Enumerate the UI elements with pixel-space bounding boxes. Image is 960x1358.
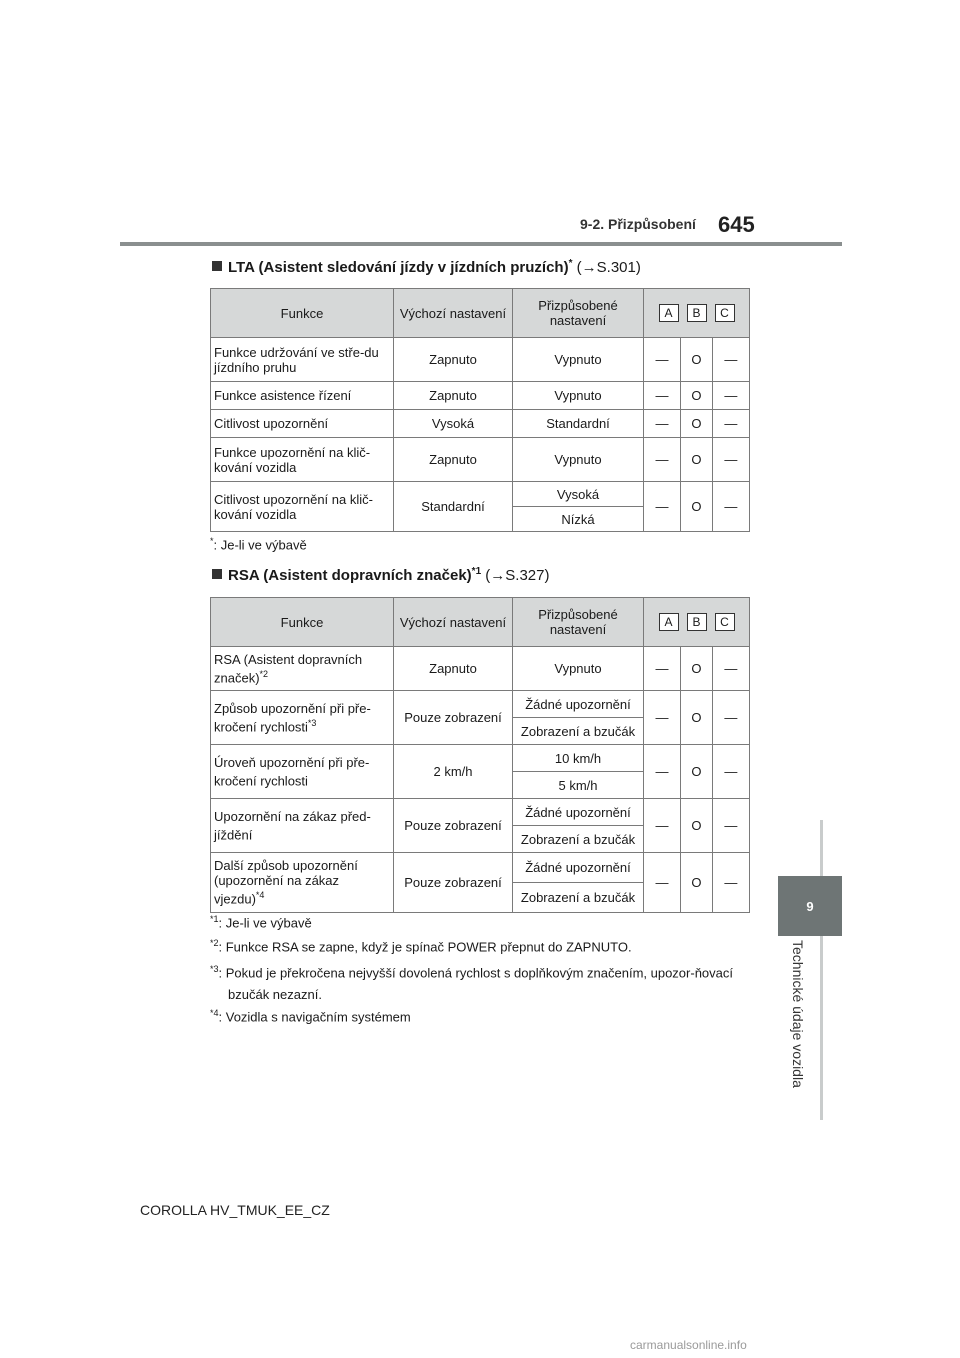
footnote-mark: * [210,536,214,546]
cell-b: O [681,799,713,853]
cell-function: Citlivost upozornění [211,410,394,438]
cell-default: Zapnuto [394,438,513,482]
cell-a: — [644,853,681,913]
cell-a: — [644,438,681,482]
side-divider [820,820,823,1120]
cell-custom: Žádné upozornění [513,799,644,826]
letter-c: C [715,304,735,322]
footnote-mark: *3 [210,964,219,974]
cell-b: O [681,338,713,382]
cell-custom: Vypnuto [513,647,644,691]
table-row [211,438,750,482]
cell-custom: Zobrazení a bzučák [513,718,644,745]
cell-b: O [681,438,713,482]
footnote-text: : Vozidla s navigačním systémem [218,1009,411,1025]
cell-c: — [712,438,749,482]
table-row [211,482,750,507]
cell-function-text: Další způsob upozornění (upozornění na zákaz vjezdu) [214,858,358,907]
rsa-heading [212,566,550,584]
cell-custom: Vypnuto [513,338,644,382]
table-row [211,647,750,691]
cell-custom: Vysoká [513,482,644,507]
cell-function-text: Úroveň upozornění při pře-kročení rychlosti [214,754,370,789]
col-abc [644,598,750,647]
footnote-mark: *4 [210,1008,219,1018]
footnote-text: : Je-li ve výbavě [213,537,307,553]
letter-b: B [687,304,707,322]
col-default: Výchozí nastavení [394,289,513,338]
cell-a: — [644,410,681,438]
col-custom: Přizpůsobené nastavení [513,598,644,647]
cell-custom: Standardní [513,410,644,438]
cell-default: Pouze zobrazení [394,853,513,913]
table-row [211,338,750,382]
cell-function [211,799,394,853]
lta-footnote [210,536,307,552]
section-title: 9-2. Přizpůsobení [580,216,696,232]
cell-function-mark: *4 [255,890,265,901]
table-row [211,382,750,410]
table-row [211,799,750,826]
cell-function [211,853,394,913]
cell-c: — [712,799,749,853]
col-function: Funkce [211,289,394,338]
cell-b: O [681,482,713,532]
cell-function-mark: *3 [307,717,317,728]
cell-custom: Žádné upozornění [513,691,644,718]
footnote-mark: *2 [210,938,219,948]
cell-custom: Vypnuto [513,382,644,410]
rsa-heading-mark: *1 [471,566,482,577]
cell-c: — [712,691,749,745]
cell-custom: Vypnuto [513,438,644,482]
cell-a: — [644,745,681,799]
cell-default: Zapnuto [394,338,513,382]
table-row [211,410,750,438]
cell-default: Pouze zobrazení [394,691,513,745]
cell-a: — [644,647,681,691]
cell-a: — [644,338,681,382]
cell-b: O [681,853,713,913]
chapter-tab[interactable]: 9 [778,876,842,936]
cell-c: — [712,382,749,410]
rsa-table [210,597,750,913]
cell-function-text: Upozornění na zákaz před-jíždění [214,808,371,843]
cell-a: — [644,691,681,745]
page-number: 645 [718,212,755,237]
cell-b: O [681,647,713,691]
cell-c: — [712,410,749,438]
cell-c: — [712,745,749,799]
col-abc [644,289,750,338]
cell-function: Funkce upozornění na klič-kování vozidla [211,438,394,482]
cell-function [211,745,394,799]
cell-c: — [712,647,749,691]
rsa-heading-ref[interactable]: (→S.327) [485,567,550,584]
cell-default: 2 km/h [394,745,513,799]
col-default: Výchozí nastavení [394,598,513,647]
cell-custom: Zobrazení a bzučák [513,826,644,853]
rsa-header-row [211,598,750,647]
cell-c: — [712,338,749,382]
lta-header-row [211,289,750,338]
cell-custom: Nízká [513,507,644,532]
chapter-title: Technické údaje vozidla [790,940,806,1088]
lta-heading [212,258,641,276]
cell-b: O [681,410,713,438]
cell-c: — [712,482,749,532]
footer-model: COROLLA HV_TMUK_EE_CZ [140,1202,330,1218]
cell-c: — [712,853,749,913]
footnote-mark: *1 [210,914,219,924]
heading-square-icon [212,569,222,579]
cell-function [211,647,394,691]
cell-default: Zapnuto [394,647,513,691]
lta-heading-text: LTA (Asistent sledování jízdy v jízdních pruzích) [228,259,569,276]
cell-b: O [681,745,713,799]
chapter-label-wrap [778,940,818,1120]
cell-custom: Zobrazení a bzučák [513,883,644,913]
rsa-footnote-3 [210,958,768,1006]
letter-a: A [659,613,679,631]
table-row [211,853,750,883]
rsa-footnote-1 [210,914,312,930]
cell-custom: 10 km/h [513,745,644,772]
cell-function: Funkce asistence řízení [211,382,394,410]
letter-a: A [659,304,679,322]
rsa-footnote-4 [210,1008,411,1024]
lta-heading-mark: * [568,258,573,269]
heading-square-icon [212,261,222,271]
cell-function-mark: *2 [259,668,269,679]
table-row [211,745,750,772]
lta-heading-ref[interactable]: (→S.301) [576,259,641,276]
footnote-text: : Funkce RSA se zapne, když je spínač POWER přepnut do ZAPNUTO. [218,939,632,955]
cell-default: Standardní [394,482,513,532]
cell-function: Citlivost upozornění na klič-kování vozidla [211,482,394,532]
cell-default: Vysoká [394,410,513,438]
cell-function [211,691,394,745]
cell-a: — [644,799,681,853]
watermark[interactable]: carmanualsonline.info [630,1338,747,1352]
letter-c: C [715,613,735,631]
cell-default: Pouze zobrazení [394,799,513,853]
lta-table [210,288,750,532]
cell-function-text: RSA (Asistent dopravních značek) [214,651,363,686]
header-divider [120,242,842,246]
cell-b: O [681,382,713,410]
cell-b: O [681,691,713,745]
cell-function-text: Způsob upozornění při pře-kročení rychlosti [214,700,371,735]
cell-default: Zapnuto [394,382,513,410]
col-function: Funkce [211,598,394,647]
footnote-text: : Pokud je překročena nejvyšší dovolená rychlost s doplňkovým značením, upozor-ňovací bzučák nezazní. [218,965,733,1003]
table-row [211,691,750,718]
rsa-footnote-2 [210,938,632,954]
cell-custom: 5 km/h [513,772,644,799]
footnote-text: : Je-li ve výbavě [218,915,312,931]
letter-b: B [687,613,707,631]
rsa-heading-text: RSA (Asistent dopravních značek) [228,567,472,584]
cell-a: — [644,382,681,410]
col-custom: Přizpůsobené nastavení [513,289,644,338]
cell-custom: Žádné upozornění [513,853,644,883]
cell-function: Funkce udržování ve stře-du jízdního pruhu [211,338,394,382]
cell-a: — [644,482,681,532]
